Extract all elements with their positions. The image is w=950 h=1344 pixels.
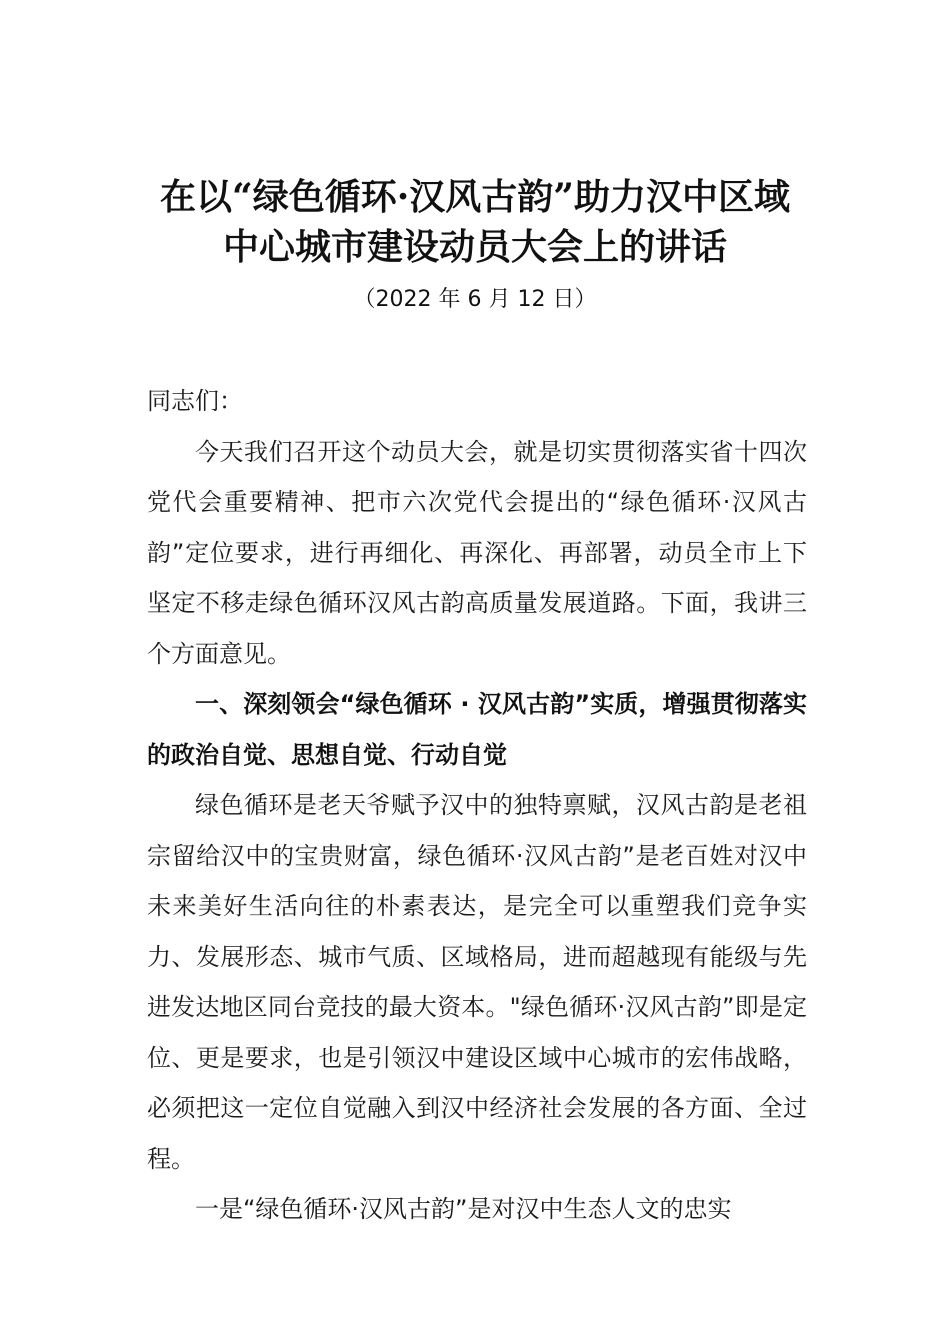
speech-date: （2022 年 6 月 12 日） <box>353 287 597 312</box>
section-1-paragraph-2: 一是“绿色循环·汉风古韵”是对汉中生态人文的忠实 <box>195 1195 732 1223</box>
section-1-paragraph-1: 绿色循环是老天爷赋予汉中的独特禀赋，汉风古韵是老祖宗留给汉中的宝贵财富，绿色循环·汉风古韵”是老百姓对汉中未来美好生活向往的朴素表达，是完全可以重塑我们竞争实力、发展形态、城市气质、区域格局，进而超越现有能级与先进发达地区同台竞技的最大资本。"绿色循环·汉风古韵”即是定位、更是要求，也是引领汉中建设区域中心城市的宏伟战略，必须把这一定位自觉融入到汉中经济社会发展的各方面、全过程。 <box>147 791 807 1173</box>
section-1-heading: 一、深刻领会“绿色循环 · 汉风古韵”实质，增强贯彻落实的政治自觉、思想自觉、行动自觉 <box>147 690 807 769</box>
intro-paragraph: 今天我们召开这个动员大会，就是切实贯彻落实省十四次党代会重要精神、把市六次党代会提出的“绿色循环·汉风古韵”定位要求，进行再细化、再深化、再部署，动员全市上下坚定不移走绿色循环汉风古韵高质量发展道路。下面，我讲三个方面意见。 <box>147 437 807 668</box>
salutation: 同志们： <box>147 387 243 415</box>
title-line-1: 在以“绿色循环·汉风古韵”助力汉中区域 <box>160 176 790 218</box>
document-body <box>147 376 807 1235</box>
title-line-2: 中心城市建设动员大会上的讲话 <box>222 226 727 268</box>
